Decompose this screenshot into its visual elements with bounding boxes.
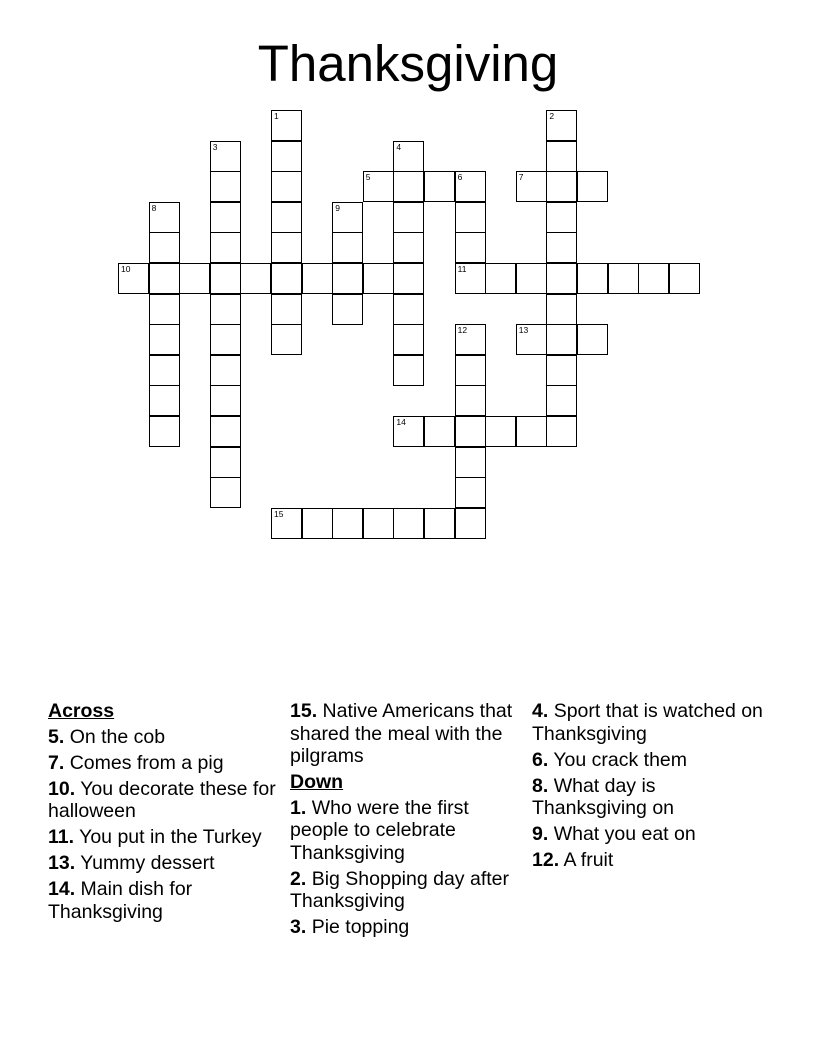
grid-cell[interactable] [516,263,547,294]
grid-cell[interactable] [455,232,486,263]
grid-cell[interactable] [210,385,241,416]
grid-cell[interactable] [149,202,180,233]
grid-cell[interactable] [424,508,455,539]
grid-cell[interactable] [271,232,302,263]
across-heading: Across [48,700,115,722]
grid-cell[interactable] [546,324,577,355]
cell-number: 11 [457,264,467,274]
grid-cell[interactable] [424,416,455,447]
grid-cell[interactable] [455,202,486,233]
clue-down-8: 8. What day is Thanksgiving on [532,774,675,819]
grid-cell[interactable] [577,263,608,294]
cell-number: 4 [396,141,402,152]
clue-down-3: 3. Pie topping [290,916,410,938]
clue-across-14: 14. Main dish for Thanksgiving [48,878,193,923]
cell-number: 5 [365,172,371,183]
grid-cell[interactable] [210,232,241,263]
grid-cell[interactable] [332,202,363,233]
grid-cell[interactable] [210,141,241,172]
grid-cell[interactable] [240,263,271,294]
grid-cell[interactable] [149,416,180,447]
cell-number: 2 [549,111,555,121]
cell-number: 1 [274,111,279,121]
grid-cell[interactable] [149,355,180,386]
grid-cell[interactable] [455,263,486,294]
grid-cell[interactable] [455,171,486,202]
grid-cell[interactable] [210,416,241,447]
clue-across-13: 13. Yummy dessert [48,852,215,874]
grid-cell[interactable] [302,263,333,294]
grid-cell[interactable] [210,294,241,325]
grid-cell[interactable] [393,171,424,202]
clue-across-5: 5. On the cob [48,725,166,748]
grid-cell[interactable] [393,508,424,539]
grid-cell[interactable] [271,263,302,294]
grid-cell[interactable] [393,263,424,294]
grid-cell[interactable] [149,263,180,294]
grid-cell[interactable] [363,171,394,202]
clue-down-1: 1. Who were the first people to celebrate Thanksgiving [290,796,469,864]
clue-down-9: 9. What you eat on [532,823,696,845]
grid-cell[interactable] [210,355,241,386]
grid-cell[interactable] [455,416,486,447]
grid-cell[interactable] [179,263,210,294]
clue-across-11: 11. You put in the Turkey [48,826,262,848]
grid-cell[interactable] [363,263,394,294]
cell-number: 10 [121,264,131,274]
grid-cell[interactable] [455,385,486,416]
grid-cell[interactable] [455,355,486,386]
grid-cell[interactable] [393,355,424,386]
grid-cell[interactable] [608,263,639,294]
clue-across-7: 7. Comes from a pig [48,751,224,774]
grid-cell[interactable] [393,141,424,172]
grid-cell[interactable] [577,324,608,355]
grid-cell[interactable] [271,294,302,325]
grid-cell[interactable] [332,294,363,325]
puzzle-title: Thanksgiving [257,35,559,92]
grid-cell[interactable] [455,447,486,478]
grid-cell[interactable] [393,324,424,355]
grid-cell[interactable] [271,202,302,233]
grid-cell[interactable] [424,171,455,202]
grid-cell[interactable] [393,294,424,325]
grid-cell[interactable] [546,110,577,141]
grid-cell[interactable] [149,324,180,355]
grid-cell[interactable] [455,324,486,355]
grid-cell[interactable] [485,416,516,447]
cell-number: 8 [151,202,157,213]
grid-cell[interactable] [271,324,302,355]
cell-number: 3 [212,141,218,152]
grid-cell[interactable] [210,202,241,233]
grid-cell[interactable] [516,416,547,447]
grid-cell[interactable] [271,508,302,539]
clue-down-4: 4. Sport that is watched on Thanksgiving [532,700,763,745]
grid-cell[interactable] [332,508,363,539]
grid-cell[interactable] [455,477,486,508]
clue-down-12: 12. A fruit [532,849,614,871]
cell-number: 6 [457,172,463,183]
grid-cell[interactable] [546,202,577,233]
grid-cell[interactable] [577,171,608,202]
grid-cell[interactable] [455,508,486,539]
grid-cell[interactable] [149,232,180,263]
grid-cell[interactable] [393,202,424,233]
grid-cell[interactable] [271,171,302,202]
clue-column-3 [532,700,772,875]
grid-cell[interactable] [118,263,149,294]
grid-cell[interactable] [546,171,577,202]
grid-cell[interactable] [210,447,241,478]
grid-cell[interactable] [149,385,180,416]
cell-number: 9 [335,202,340,213]
grid-cell[interactable] [210,171,241,202]
cell-number: 15 [274,508,284,519]
grid-cell[interactable] [669,263,700,294]
grid-cell[interactable] [393,416,424,447]
grid-cell[interactable] [210,477,241,508]
clue-down-2: 2. Big Shopping day after Thanksgiving [290,867,509,912]
clue-column-2 [290,700,530,942]
grid-cell[interactable] [546,385,577,416]
grid-cell[interactable] [149,294,180,325]
grid-cell[interactable] [271,141,302,172]
grid-cell[interactable] [516,171,547,202]
clue-column-1 [48,700,288,927]
grid-cell[interactable] [393,232,424,263]
grid-cell[interactable] [210,324,241,355]
grid-cell[interactable] [546,416,577,447]
cell-number: 12 [457,325,468,336]
grid-cell[interactable] [638,263,669,294]
grid-cell[interactable] [546,355,577,386]
grid-cell[interactable] [302,508,333,539]
grid-cell[interactable] [516,324,547,355]
cell-number: 7 [518,172,524,183]
grid-cell[interactable] [332,263,363,294]
grid-cell[interactable] [546,232,577,263]
down-heading: Down [290,771,344,793]
clue-down-6: 6. You crack them [532,748,688,771]
cell-number: 14 [396,417,406,427]
grid-cell[interactable] [546,294,577,325]
grid-cell[interactable] [210,263,241,294]
cell-number: 13 [518,325,529,336]
grid-cell[interactable] [363,508,394,539]
clue-across-15: 15. Native Americans that shared the meal with the pilgrams [290,700,513,767]
grid-cell[interactable] [546,263,577,294]
grid-cell[interactable] [271,110,302,141]
clue-across-10: 10. You decorate these for halloween [48,777,276,822]
grid-cell[interactable] [485,263,516,294]
grid-cell[interactable] [546,141,577,172]
grid-cell[interactable] [332,232,363,263]
